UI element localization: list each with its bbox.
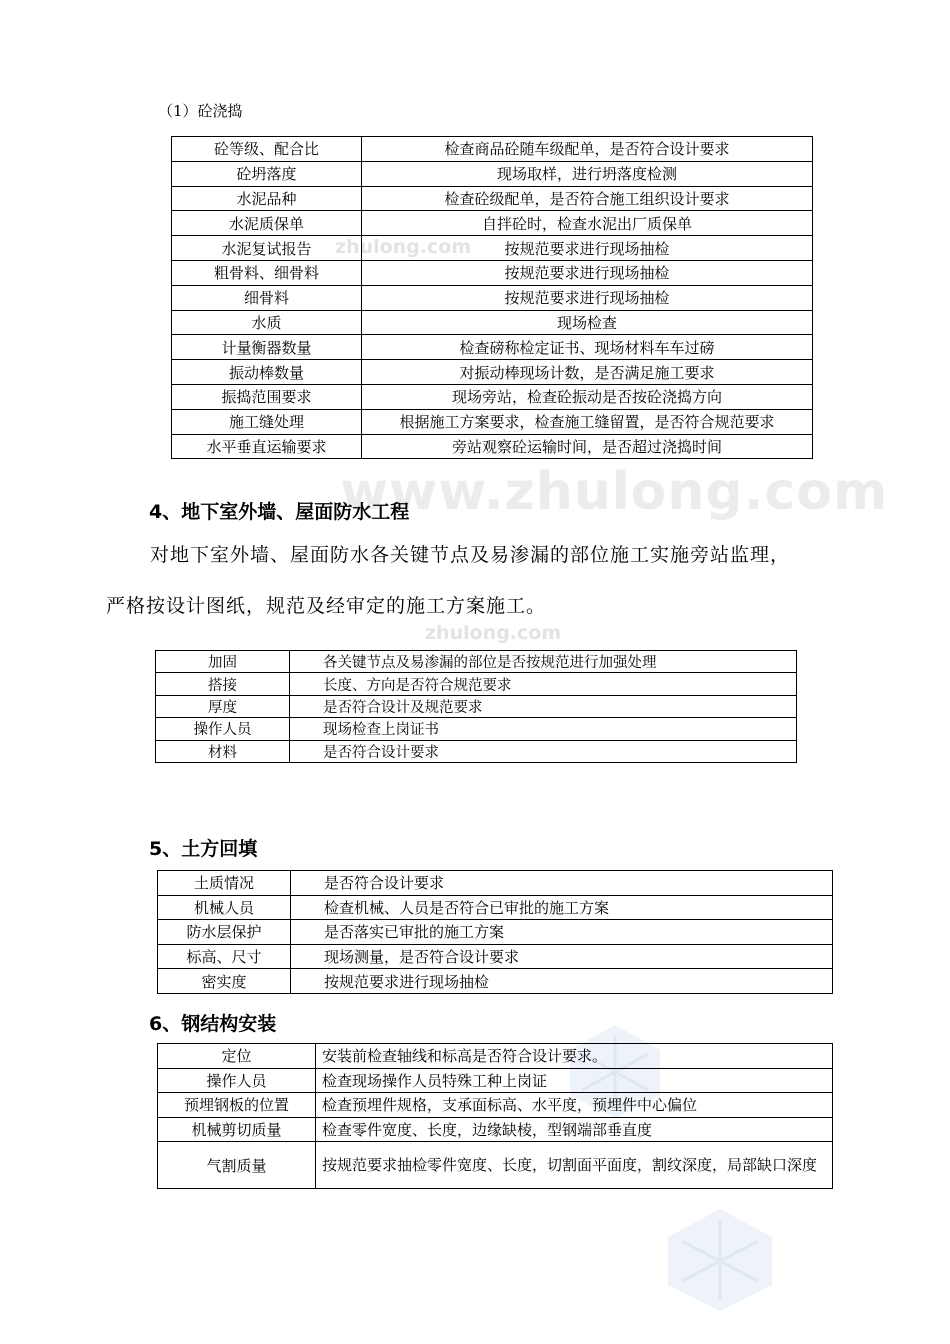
heading-steel-structure: 6、钢结构安装	[149, 1013, 277, 1035]
table-row	[172, 409, 813, 434]
table-row	[158, 1068, 833, 1093]
check-item: 水平垂直运输要求	[172, 434, 362, 459]
check-item: 砼等级、配合比	[172, 137, 362, 162]
check-method: 自拌砼时，检查水泥出厂质保单	[362, 211, 813, 236]
check-method: 现场检查上岗证书	[290, 718, 797, 740]
heading-waterproofing: 4、地下室外墙、屋面防水工程	[149, 501, 410, 523]
check-item: 防水层保护	[158, 920, 291, 945]
heading-earth-backfill: 5、土方回填	[149, 838, 258, 860]
table-row	[172, 384, 813, 409]
check-item: 气割质量	[158, 1142, 316, 1189]
check-item: 水泥质保单	[172, 211, 362, 236]
check-method: 检查商品砼随车级配单，是否符合设计要求	[362, 137, 813, 162]
table-row	[158, 920, 833, 945]
check-method: 检查机械、人员是否符合已审批的施工方案	[291, 895, 833, 920]
table-row	[156, 651, 797, 673]
table-row	[158, 1093, 833, 1118]
table-row	[172, 211, 813, 236]
table-row	[156, 740, 797, 762]
check-item: 振动棒数量	[172, 360, 362, 385]
check-item: 砼坍落度	[172, 161, 362, 186]
table-row	[172, 186, 813, 211]
paragraph-line-1: 对地下室外墙、屋面防水各关键节点及易渗漏的部位施工实施旁站监理，	[150, 544, 791, 566]
check-item: 密实度	[158, 969, 291, 994]
check-method: 按规范要求抽检零件宽度、长度，切割面平面度，割纹深度，局部缺口深度	[316, 1142, 833, 1189]
check-item: 水泥品种	[172, 186, 362, 211]
table-concrete-pouring	[171, 136, 813, 459]
check-item: 土质情况	[158, 871, 291, 896]
check-method: 按规范要求进行现场抽检	[362, 260, 813, 285]
check-method: 现场检查	[362, 310, 813, 335]
table-row	[172, 137, 813, 162]
check-method: 旁站观察砼运输时间，是否超过浇捣时间	[362, 434, 813, 459]
check-item: 加固	[156, 651, 290, 673]
table-row	[172, 285, 813, 310]
check-item: 操作人员	[156, 718, 290, 740]
check-item: 机械人员	[158, 895, 291, 920]
check-method: 按规范要求进行现场抽检	[362, 285, 813, 310]
check-item: 振捣范围要求	[172, 384, 362, 409]
check-item: 水质	[172, 310, 362, 335]
table-row	[172, 260, 813, 285]
check-method: 是否符合设计及规范要求	[290, 695, 797, 717]
check-method: 根据施工方案要求，检查施工缝留置，是否符合规范要求	[362, 409, 813, 434]
check-method: 现场测量，是否符合设计要求	[291, 944, 833, 969]
watermark-zhulong-3: zhulong.com	[425, 622, 562, 644]
check-item: 搭接	[156, 673, 290, 695]
table-row	[156, 695, 797, 717]
table-row	[158, 944, 833, 969]
check-item: 粗骨料、细骨料	[172, 260, 362, 285]
check-item: 计量衡器数量	[172, 335, 362, 360]
check-method: 检查磅称检定证书、现场材料车车过磅	[362, 335, 813, 360]
table-row	[158, 895, 833, 920]
check-method: 安装前检查轴线和标高是否符合设计要求。	[316, 1044, 833, 1069]
table-row	[158, 871, 833, 896]
paragraph-line-2: 严格按设计图纸，规范及经审定的施工方案施工。	[106, 595, 547, 617]
watermark-logo-icon-2	[660, 1205, 780, 1315]
table-earth-backfill	[157, 870, 833, 994]
table-row	[172, 236, 813, 261]
check-method: 是否落实已审批的施工方案	[291, 920, 833, 945]
table-row	[158, 1117, 833, 1142]
table-row	[172, 335, 813, 360]
check-method: 按规范要求进行现场抽检	[362, 236, 813, 261]
table-row	[172, 434, 813, 459]
check-method: 检查现场操作人员特殊工种上岗证	[316, 1068, 833, 1093]
table-steel-structure	[157, 1043, 833, 1189]
check-item: 施工缝处理	[172, 409, 362, 434]
table-row	[172, 161, 813, 186]
check-method: 对振动棒现场计数，是否满足施工要求	[362, 360, 813, 385]
table-row	[158, 969, 833, 994]
check-item: 操作人员	[158, 1068, 316, 1093]
table-row	[156, 718, 797, 740]
check-method: 现场旁站，检查砼振动是否按砼浇捣方向	[362, 384, 813, 409]
check-method: 检查砼级配单，是否符合施工组织设计要求	[362, 186, 813, 211]
check-method: 长度、方向是否符合规范要求	[290, 673, 797, 695]
watermark-zhulong-2: www.zhulong.com	[340, 462, 889, 522]
check-item: 材料	[156, 740, 290, 762]
table-row	[156, 673, 797, 695]
check-method: 按规范要求进行现场抽检	[291, 969, 833, 994]
check-method: 检查零件宽度、长度，边缘缺棱，型钢端部垂直度	[316, 1117, 833, 1142]
check-method: 是否符合设计要求	[290, 740, 797, 762]
table-row	[172, 360, 813, 385]
check-item: 标高、尺寸	[158, 944, 291, 969]
watermark-zhulong-1: zhulong.com	[335, 236, 472, 258]
check-item: 水泥复试报告	[172, 236, 362, 261]
check-item: 定位	[158, 1044, 316, 1069]
subtitle-concrete-pouring: （1）砼浇捣	[158, 102, 243, 120]
check-item: 机械剪切质量	[158, 1117, 316, 1142]
table-row	[172, 310, 813, 335]
table-row	[158, 1044, 833, 1069]
check-item: 预埋钢板的位置	[158, 1093, 316, 1118]
check-method: 各关键节点及易渗漏的部位是否按规范进行加强处理	[290, 651, 797, 673]
table-waterproofing	[155, 650, 797, 763]
check-method: 是否符合设计要求	[291, 871, 833, 896]
check-method: 检查预埋件规格，支承面标高、水平度，预埋件中心偏位	[316, 1093, 833, 1118]
check-method: 现场取样，进行坍落度检测	[362, 161, 813, 186]
check-item: 细骨料	[172, 285, 362, 310]
table-row	[158, 1142, 833, 1189]
check-item: 厚度	[156, 695, 290, 717]
